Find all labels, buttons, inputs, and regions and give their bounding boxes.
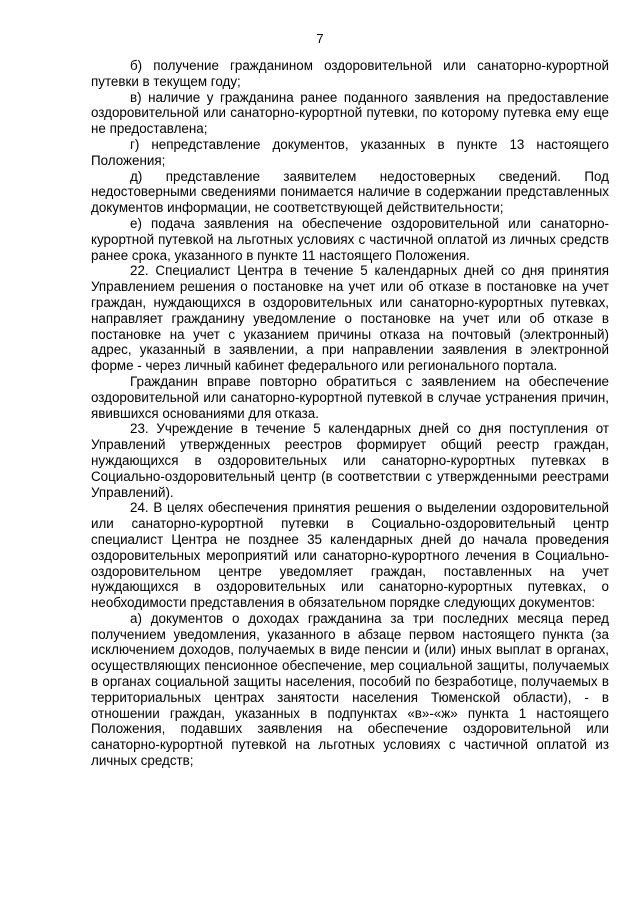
paragraph-clause-24: 24. В целях обеспечения принятия решения о выделении оздоровительной или санаторно-курортной путевки в Социально-оздоровительный центр специалист Центра не позднее 35 календарных дней до начала проведения оздоровительных мероприятий или санаторно-курортного лечения в Социально-оздоровительном центре уведомляет граждан, поставленных на учет нуждающихся в оздоровительных или санаторно-курортных путевках, о необходимости представления в обязательном порядке следующих документов: [91, 500, 609, 611]
paragraph-subpoint-v: в) наличие у гражданина ранее поданного заявления на предоставление оздоровительной или санаторно-курортной путевки, по которому путевка ему еще не предоставлена; [91, 89, 609, 137]
document-body [91, 58, 609, 769]
paragraph-clause-22: 22. Специалист Центра в течение 5 календарных дней со дня принятия Управлением решения о постановке на учет или об отказе в постановке на учет граждан, нуждающихся в оздоровительных или санаторно-курортных путевках, направляет гражданину уведомление о постановке на учет или об отказе в постановке на учет с указанием причины отказа на почтовый (электронный) адрес, указанный в заявлении, а при направлении заявления в электронной форме - через личный кабинет федерального или регионального портала. [91, 263, 609, 374]
paragraph-reapply: Гражданин вправе повторно обратиться с заявлением на обеспечение оздоровительной или санаторно-курортной путевкой в случае устранения причин, явившихся основаниями для отказа. [91, 373, 609, 421]
paragraph-subpoint-d: д) представление заявителем недостоверных сведений. Под недостоверными сведениями понимается наличие в содержании представленных документов информации, не соответствующей действительности; [91, 168, 609, 216]
paragraph-clause-23: 23. Учреждение в течение 5 календарных дней со дня поступления от Управлений утвержденных реестров формирует общий реестр граждан, нуждающихся в оздоровительных или санаторно-курортных путевках в Социально-оздоровительный центр (в соответствии с утвержденными реестрами Управлений). [91, 421, 609, 500]
paragraph-subpoint-b: б) получение гражданином оздоровительной или санаторно-курортной путевки в текущем году; [91, 58, 609, 89]
paragraph-subpoint-e: е) подача заявления на обеспечение оздоровительной или санаторно-курортной путевкой на льготных условиях с частичной оплатой из личных средств ранее срока, указанного в пункте 11 настоящего Положения. [91, 215, 609, 263]
paragraph-subpoint-g: г) непредставление документов, указанных в пункте 13 настоящего Положения; [91, 136, 609, 168]
page-number: 7 [316, 31, 324, 46]
paragraph-clause-24-a: а) документов о доходах гражданина за три последних месяца перед получением уведомления, указанного в абзаце первом настоящего пункта (за исключением доходов, получаемых в виде пенсии и (или) иных выплат в органах, осуществляющих пенсионное обеспечение, мер социальной защиты, получаемых в органах социальной защиты населения, пособий по безработице, получаемых в территориальных центрах занятости населения Тюменской области), - в отношении граждан, указанных в подпунктах «в»-«ж» пункта 1 настоящего Положения, подавших заявления на обеспечение оздоровительной или санаторно-курортной путевкой на льготных условиях с частичной оплатой из личных средств; [91, 610, 609, 769]
